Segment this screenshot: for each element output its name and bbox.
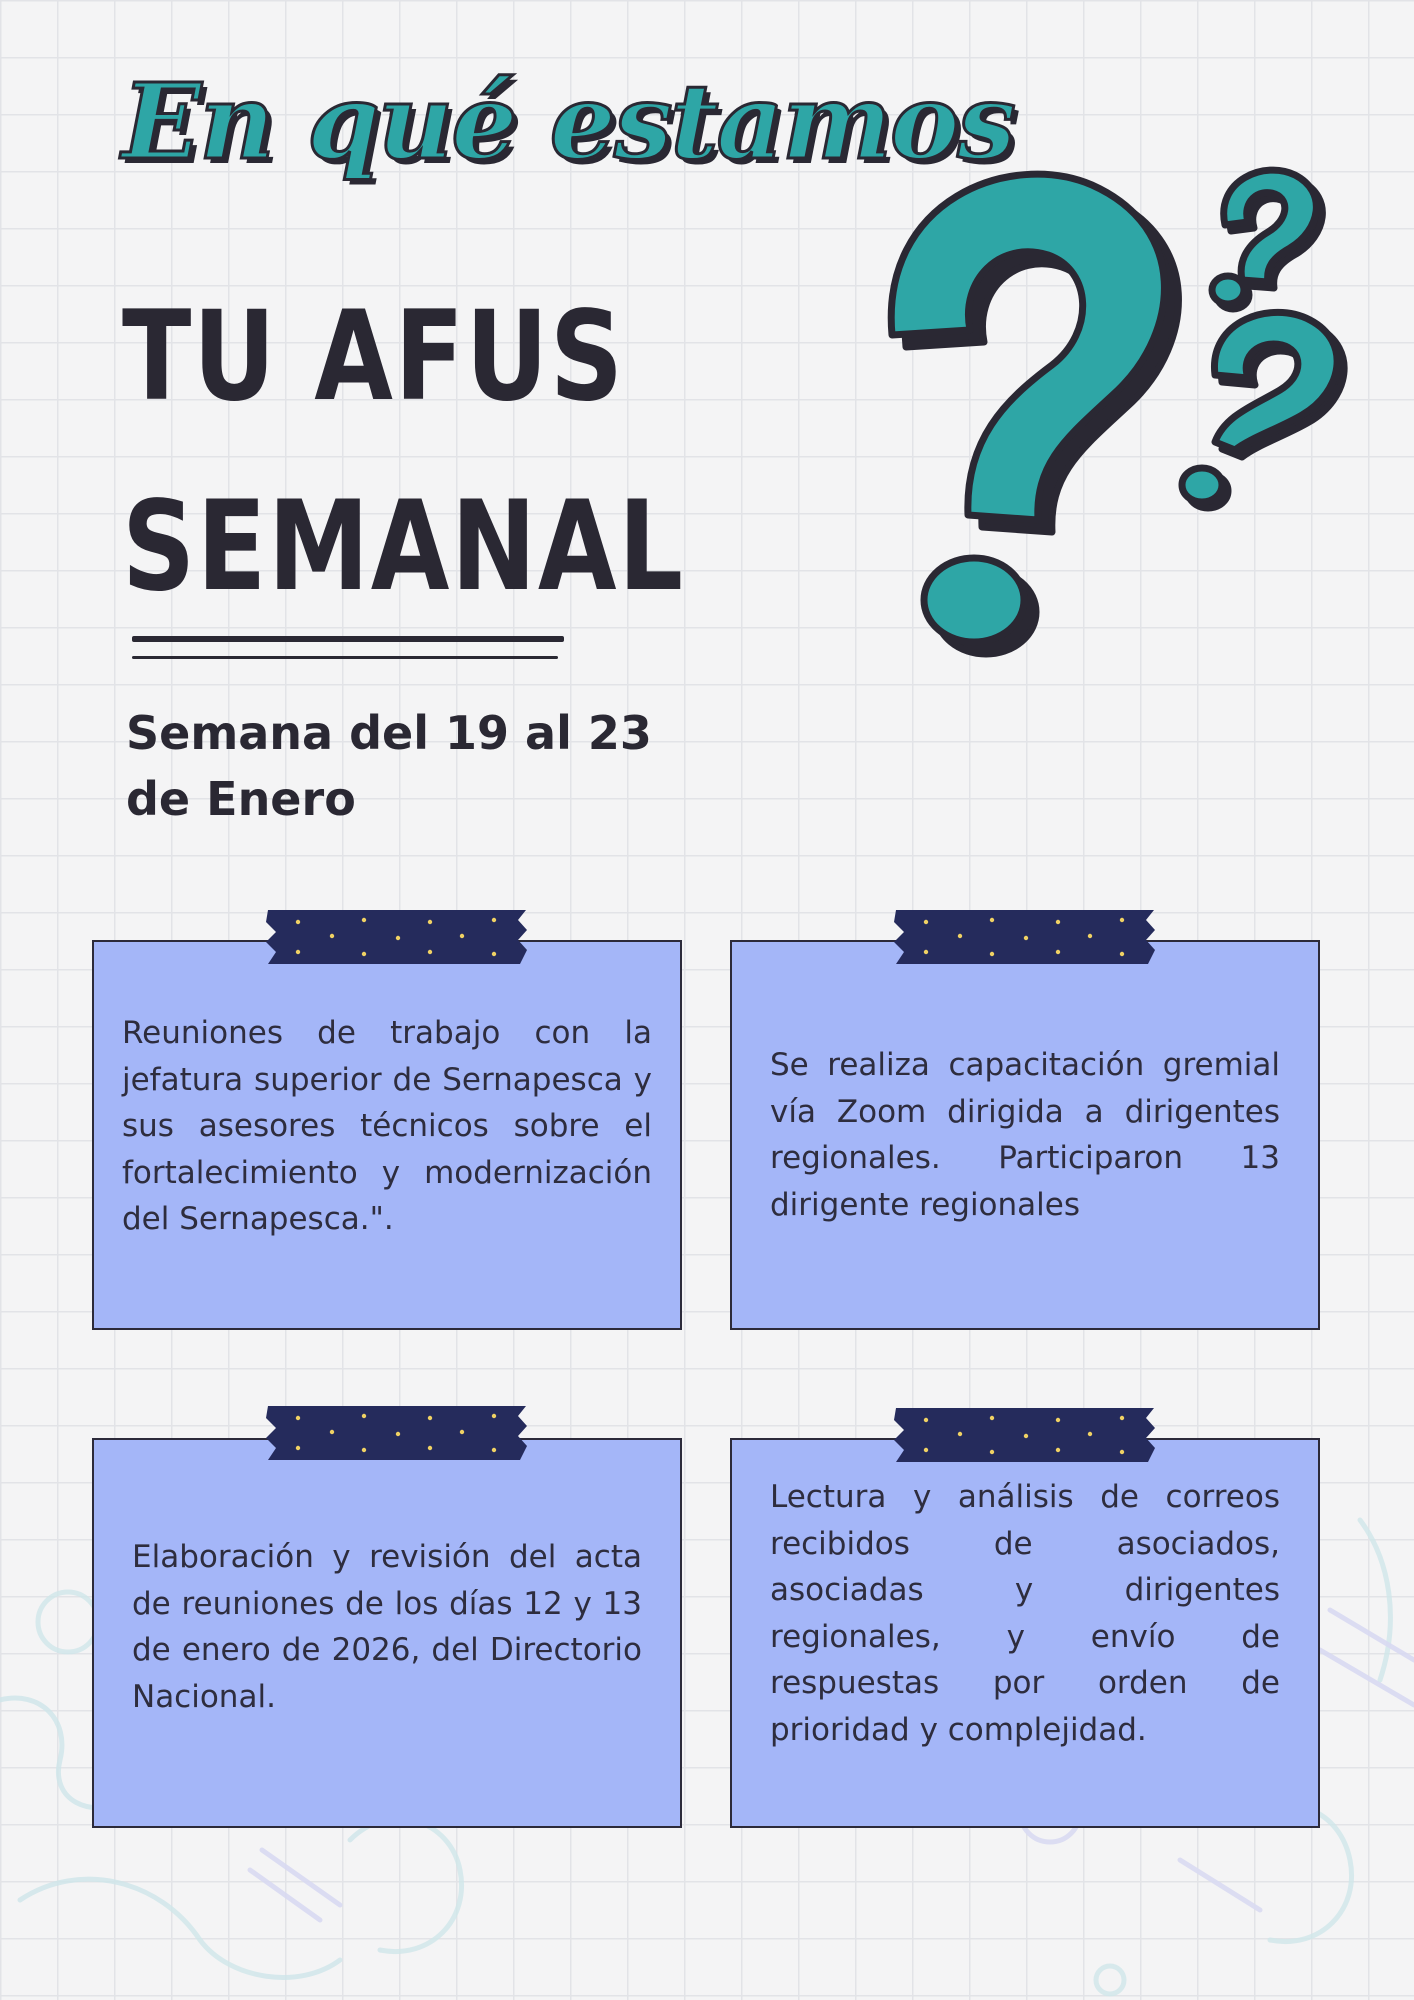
activity-card-text: Elaboración y revisión del acta de reuniones de los días 12 y 13 de enero de 2026, del Directorio Nacional. <box>132 1539 642 1715</box>
activity-card-4 <box>730 1438 1320 1828</box>
activity-card-text: Lectura y análisis de correos recibidos de asociados, asociadas y dirigentes regionales, y envío de respuestas por orden de prioridad y complejidad. <box>770 1479 1280 1748</box>
washi-tape <box>892 1406 1158 1464</box>
activity-card-text: Se realiza capacitación gremial vía Zoom dirigida a dirigentes regionales. Participaron 13 dirigente regionales <box>770 1047 1280 1223</box>
page-title-line2: SEMANAL <box>122 475 685 619</box>
washi-tape <box>264 908 530 966</box>
title-underline-thin <box>132 656 558 659</box>
script-title: En qué estamos <box>122 60 1014 183</box>
week-label: Semana del 19 al 23 de Enero <box>126 706 652 826</box>
question-mark-icon <box>870 160 1370 670</box>
activity-card-2 <box>730 940 1320 1330</box>
activity-card-text: Reuniones de trabajo con la jefatura superior de Sernapesca y sus asesores técnicos sobre el fortalecimiento y modernización del Sernapesca.". <box>122 1015 652 1237</box>
washi-tape <box>892 908 1158 966</box>
activity-card-3 <box>92 1438 682 1828</box>
page-title-line1: TU AFUS <box>122 285 625 429</box>
title-underline <box>132 636 564 642</box>
page-title <box>122 262 685 642</box>
activity-card-1 <box>92 940 682 1330</box>
washi-tape <box>264 1404 530 1462</box>
